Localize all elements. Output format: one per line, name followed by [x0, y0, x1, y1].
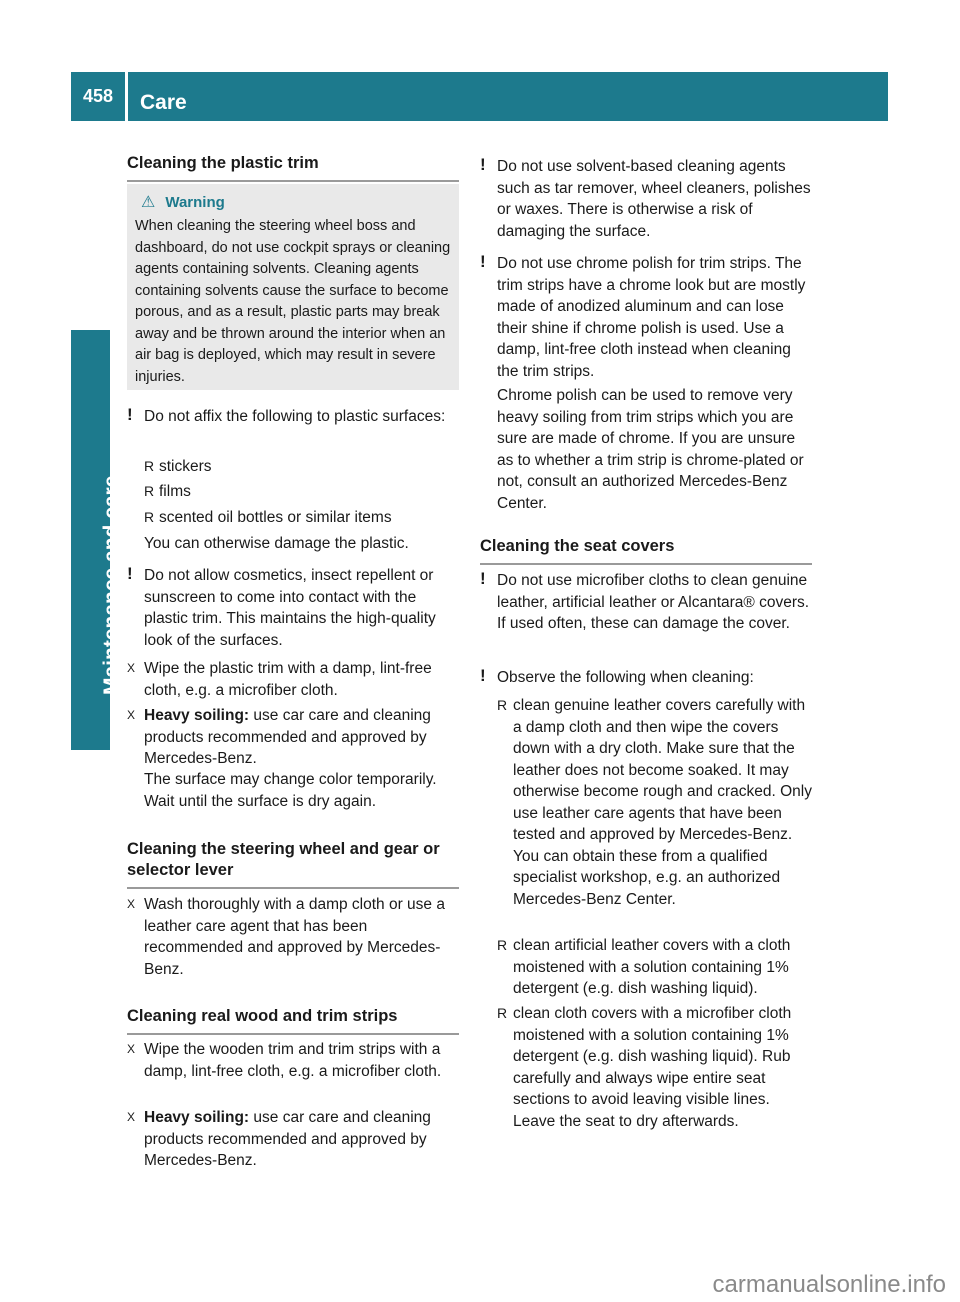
note-solvent-agents: Do not use solvent-based cleaning agents such as tar remover, wheel cleaners, polishes or waxes. There is otherwise a risk of damaging the surface. [497, 158, 811, 240]
caution-icon: ! [127, 564, 133, 583]
footer-watermark: carmanualsonline.info [712, 1271, 946, 1298]
bullet-icon: R [497, 1005, 508, 1021]
list-item: clean artificial leather covers with a cloth moistened with a solution containing 1% detergent (e.g. dish washing liquid). [513, 937, 791, 997]
caution-icon: ! [480, 155, 486, 174]
section-heading-seat-covers: Cleaning the seat covers [480, 536, 812, 565]
step-arrow-icon: X [127, 897, 136, 911]
warning-text: When cleaning the steering wheel boss and dashboard, do not use cockpit sprays or cleaning agents containing solvents. Cleaning agents containing solvents cause the surface to become porous, and as a result, plastic parts may break away and be thrown around the interior when an air bag is deployed, which may result in severe injuries. [135, 218, 451, 385]
caution-icon: ! [480, 569, 486, 588]
step-wipe-wood: Wipe the wooden trim and trim strips with a damp, lint-free cloth, e.g. a microfiber cloth. [144, 1041, 442, 1080]
step-arrow-icon: X [127, 708, 136, 722]
warning-box [127, 184, 459, 390]
note-microfiber: Do not use microfiber cloths to clean genuine leather, artificial leather or Alcantara® covers. If used often, these can damage the cover. [497, 572, 810, 632]
section-heading-plastic-trim: Cleaning the plastic trim [127, 153, 459, 182]
step-arrow-icon: X [127, 1042, 136, 1056]
list-item: stickers [159, 458, 212, 475]
bullet-icon: R [497, 937, 508, 953]
header-bar [71, 72, 888, 121]
caution-icon: ! [480, 666, 486, 685]
step-wash-steering: Wash thoroughly with a damp cloth or use a leather care agent that has been recommended and approved by Mercedes-Benz. [144, 896, 445, 978]
note-chrome-polish-extra: Chrome polish can be used to remove very heavy soiling from trim strips which you are sure are made of chrome. If you are unsure as to whether a trim strip is chrome-plated or not, consult an authorized Mercedes-Benz Center. [497, 387, 804, 512]
step-heavy-soiling: Heavy soiling: use car care and cleaning products recommended and approved by Mercedes-Benz. [144, 707, 431, 767]
page-title: Care [140, 91, 187, 114]
warning-title: ⚠ Warning [141, 194, 225, 211]
caution-icon: ! [127, 405, 133, 424]
step-heavy-soiling-wood: Heavy soiling: use car care and cleaning products recommended and approved by Mercedes-Benz. [144, 1109, 431, 1169]
bullet-icon: R [144, 458, 155, 474]
note-chrome-polish: Do not use chrome polish for trim strips. The trim strips have a chrome look but are mostly made of anodized aluminum and can lose their shine if chrome polish is used. Use a damp, lint-free cloth instead when cleaning the trim strips. [497, 255, 806, 380]
step-arrow-icon: X [127, 1110, 136, 1124]
bullet-icon: R [144, 483, 155, 499]
bullet-icon: R [144, 509, 155, 525]
list-item: scented oil bottles or similar items [159, 509, 392, 526]
warning-triangle-icon: ⚠ [141, 194, 156, 211]
list-item: clean genuine leather covers carefully with a damp cloth and then wipe the covers down with a dry cloth. Make sure that the leather does not become soaked. It may otherwise become rough and cracked. Only use leather care agents that have been tested and approved by Mercedes-Benz. You can obtain these from a qualified specialist workshop, e.g. an authorized Mercedes-Benz Center. [513, 697, 812, 908]
page-number: 458 [82, 86, 114, 106]
note-plastic-surfaces: Do not affix the following to plastic surfaces: [144, 408, 446, 425]
step-wipe-plastic: Wipe the plastic trim with a damp, lint-free cloth, e.g. a microfiber cloth. [144, 660, 432, 699]
bullet-icon: R [497, 697, 508, 713]
caution-icon: ! [480, 252, 486, 271]
list-item: clean cloth covers with a microfiber cloth moistened with a solution containing 1% detergent (e.g. dish washing liquid). Rub carefully and always wipe entire seat sections to avoid leaving visible lines. Leave the seat to dry afterwards. [513, 1005, 792, 1130]
step-heavy-soiling-note: The surface may change color temporarily. Wait until the surface is dry again. [144, 771, 437, 810]
side-tab-label: Maintenance and care [100, 475, 123, 695]
step-arrow-icon: X [127, 661, 136, 675]
side-tab-marker [71, 700, 110, 750]
note-observe-cleaning: Observe the following when cleaning: [497, 669, 754, 686]
note-cosmetics: Do not allow cosmetics, insect repellent or sunscreen to come into contact with the plastic trim. This maintains the high-quality look of the surfaces. [144, 567, 436, 649]
header-divider [125, 72, 128, 121]
section-heading-steering-wheel: Cleaning the steering wheel and gear or selector lever [127, 839, 459, 889]
section-heading-real-wood: Cleaning real wood and trim strips [127, 1006, 459, 1035]
note-plastic-outro: You can otherwise damage the plastic. [144, 535, 409, 552]
list-item: films [159, 483, 191, 500]
